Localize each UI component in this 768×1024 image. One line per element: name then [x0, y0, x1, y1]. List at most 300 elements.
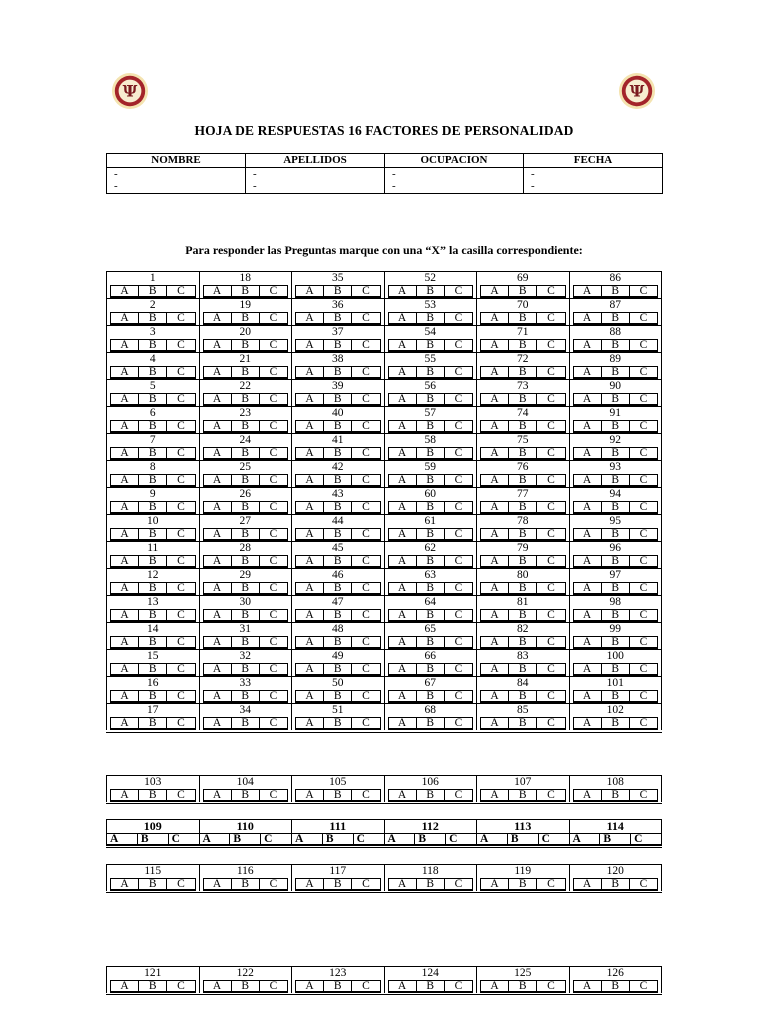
option-box-b[interactable]: B — [139, 790, 167, 800]
option-box-a[interactable]: A — [574, 981, 602, 991]
option-box-c[interactable]: C — [362, 447, 370, 459]
option-box-b[interactable]: B — [232, 313, 260, 323]
option-box-a[interactable]: A — [296, 394, 324, 404]
option-box-c[interactable]: C — [362, 339, 370, 351]
option-box-c[interactable]: C — [547, 312, 555, 324]
option-box-b[interactable]: B — [232, 529, 260, 539]
option-box-c[interactable]: C — [454, 501, 463, 513]
option-box-c[interactable]: C — [639, 339, 648, 351]
option-box-b[interactable]: B — [139, 981, 167, 991]
fecha-field[interactable]: - - — [531, 168, 535, 192]
option-box-b[interactable]: B — [232, 718, 260, 728]
option-box-c[interactable]: C — [547, 789, 555, 801]
option-box-c[interactable]: C — [362, 663, 370, 675]
option-box-a[interactable]: A — [296, 448, 324, 458]
option-box-a[interactable]: A — [111, 421, 139, 431]
option-box-b[interactable]: B — [324, 664, 352, 674]
option-box-b[interactable]: B — [232, 610, 260, 620]
option-box-c[interactable]: C — [547, 609, 555, 621]
option-box-c[interactable]: C — [639, 636, 648, 648]
option-box-a[interactable]: A — [574, 421, 602, 431]
option-box-c[interactable]: C — [269, 690, 278, 702]
option-box-a[interactable]: A — [574, 340, 602, 350]
option-box-a[interactable]: A — [111, 394, 139, 404]
option-box-a[interactable]: A — [574, 610, 602, 620]
option-box-a[interactable]: A — [296, 610, 324, 620]
option-box-c[interactable]: C — [454, 393, 463, 405]
option-box-b[interactable]: B — [509, 475, 537, 485]
option-box-b[interactable]: B — [417, 286, 445, 296]
option-box-c[interactable]: C — [547, 420, 555, 432]
option-box-c[interactable]: C — [269, 636, 278, 648]
option-box-c[interactable]: C — [454, 690, 463, 702]
option-box-a[interactable]: A — [389, 394, 417, 404]
option-box-a[interactable]: A — [204, 610, 232, 620]
option-box-a[interactable]: A — [296, 790, 324, 800]
option-box-c[interactable]: C — [454, 717, 463, 729]
option-box-c[interactable]: C — [177, 501, 185, 513]
option-box-c[interactable]: C — [454, 528, 463, 540]
option-box-a[interactable]: A — [481, 367, 509, 377]
option-box-c[interactable]: C — [177, 528, 185, 540]
option-box-a[interactable]: A — [389, 664, 417, 674]
option-box-a[interactable]: A — [574, 583, 602, 593]
option-box-c[interactable]: C — [269, 339, 278, 351]
option-box-a[interactable]: A — [204, 313, 232, 323]
option-box-c[interactable]: C — [171, 833, 180, 845]
option-box-b[interactable]: B — [509, 529, 537, 539]
option-box-c[interactable]: C — [177, 447, 185, 459]
option-box-c[interactable]: C — [362, 690, 370, 702]
option-box-c[interactable]: C — [362, 420, 370, 432]
option-box-a[interactable]: A — [111, 981, 139, 991]
option-box-b[interactable]: B — [324, 981, 352, 991]
option-box-b[interactable]: B — [324, 502, 352, 512]
option-box-a[interactable]: A — [204, 340, 232, 350]
option-box-a[interactable]: A — [111, 286, 139, 296]
option-box-b[interactable]: B — [509, 879, 537, 889]
option-box-a[interactable]: A — [296, 981, 324, 991]
option-box-b[interactable]: B — [232, 583, 260, 593]
option-box-b[interactable]: B — [508, 834, 539, 844]
option-box-b[interactable]: B — [324, 790, 352, 800]
option-box-b[interactable]: B — [509, 448, 537, 458]
option-box-a[interactable]: A — [204, 367, 232, 377]
option-box-b[interactable]: B — [232, 790, 260, 800]
option-box-c[interactable]: C — [639, 609, 648, 621]
option-box-b[interactable]: B — [509, 367, 537, 377]
option-box-c[interactable]: C — [639, 312, 648, 324]
option-box-b[interactable]: B — [602, 286, 630, 296]
option-box-b[interactable]: B — [139, 502, 167, 512]
option-box-c[interactable]: C — [356, 833, 365, 845]
option-box-b[interactable]: B — [602, 394, 630, 404]
option-box-b[interactable]: B — [417, 394, 445, 404]
option-box-b[interactable]: B — [324, 394, 352, 404]
option-box-a[interactable]: A — [389, 718, 417, 728]
option-box-b[interactable]: B — [323, 834, 354, 844]
option-box-a[interactable]: A — [389, 529, 417, 539]
option-box-b[interactable]: B — [417, 583, 445, 593]
option-box-c[interactable]: C — [547, 339, 555, 351]
option-box-a[interactable]: A — [111, 367, 139, 377]
option-box-a[interactable]: A — [389, 313, 417, 323]
option-box-a[interactable]: A — [481, 313, 509, 323]
option-box-c[interactable]: C — [177, 393, 185, 405]
option-box-c[interactable]: C — [454, 555, 463, 567]
option-box-b[interactable]: B — [139, 529, 167, 539]
option-box-a[interactable]: A — [389, 340, 417, 350]
option-box-b[interactable]: B — [602, 340, 630, 350]
option-box-a[interactable]: A — [296, 664, 324, 674]
option-box-c[interactable]: C — [639, 717, 648, 729]
option-box-a[interactable]: A — [204, 529, 232, 539]
option-box-b[interactable]: B — [232, 448, 260, 458]
option-box-c[interactable]: C — [639, 663, 648, 675]
option-box-a[interactable]: A — [296, 637, 324, 647]
option-box-c[interactable]: C — [362, 878, 370, 890]
option-box-a[interactable]: A — [204, 475, 232, 485]
option-box-b[interactable]: B — [324, 691, 352, 701]
option-box-a[interactable]: A — [574, 286, 602, 296]
option-box-b[interactable]: B — [232, 879, 260, 889]
option-box-c[interactable]: C — [177, 878, 185, 890]
option-box-c[interactable]: C — [362, 555, 370, 567]
option-box-c[interactable]: C — [269, 878, 278, 890]
option-box-b[interactable]: B — [417, 981, 445, 991]
option-box-a[interactable]: A — [204, 718, 232, 728]
option-box-c[interactable]: C — [547, 555, 555, 567]
option-box-c[interactable]: C — [547, 528, 555, 540]
option-box-c[interactable]: C — [449, 833, 458, 845]
option-box-c[interactable]: C — [547, 474, 555, 486]
option-box-a[interactable]: A — [389, 556, 417, 566]
option-box-b[interactable]: B — [509, 286, 537, 296]
option-box-a[interactable]: A — [481, 691, 509, 701]
option-box-b[interactable]: B — [509, 981, 537, 991]
option-box-b[interactable]: B — [417, 367, 445, 377]
option-box-c[interactable]: C — [362, 636, 370, 648]
option-box-c[interactable]: C — [639, 393, 648, 405]
option-box-c[interactable]: C — [639, 582, 648, 594]
option-box-b[interactable]: B — [415, 834, 446, 844]
option-box-c[interactable]: C — [269, 663, 278, 675]
option-box-a[interactable]: A — [574, 790, 602, 800]
option-box-b[interactable]: B — [602, 981, 630, 991]
option-box-c[interactable]: C — [454, 339, 463, 351]
option-box-a[interactable]: A — [111, 529, 139, 539]
option-box-c[interactable]: C — [362, 980, 370, 992]
option-box-b[interactable]: B — [139, 637, 167, 647]
option-box-b[interactable]: B — [509, 790, 537, 800]
option-box-a[interactable]: A — [574, 313, 602, 323]
option-box-b[interactable]: B — [602, 610, 630, 620]
option-box-b[interactable]: B — [602, 367, 630, 377]
option-box-c[interactable]: C — [362, 789, 370, 801]
option-box-a[interactable]: A — [481, 556, 509, 566]
option-box-b[interactable]: B — [509, 691, 537, 701]
option-box-b[interactable]: B — [417, 475, 445, 485]
option-box-b[interactable]: B — [324, 367, 352, 377]
option-box-a[interactable]: A — [574, 556, 602, 566]
option-box-a[interactable]: A — [389, 475, 417, 485]
option-box-b[interactable]: B — [324, 448, 352, 458]
option-box-a[interactable]: A — [477, 834, 508, 844]
apellidos-field[interactable]: - - — [246, 168, 385, 194]
option-box-c[interactable]: C — [177, 555, 185, 567]
option-box-a[interactable]: A — [111, 556, 139, 566]
option-box-b[interactable]: B — [324, 529, 352, 539]
option-box-a[interactable]: A — [481, 718, 509, 728]
option-box-c[interactable]: C — [264, 833, 273, 845]
option-box-b[interactable]: B — [324, 286, 352, 296]
option-box-c[interactable]: C — [639, 366, 648, 378]
option-box-c[interactable]: C — [362, 528, 370, 540]
option-box-b[interactable]: B — [324, 718, 352, 728]
option-box-a[interactable]: A — [389, 421, 417, 431]
option-box-b[interactable]: B — [509, 583, 537, 593]
option-box-a[interactable]: A — [296, 691, 324, 701]
option-box-c[interactable]: C — [269, 717, 278, 729]
option-box-c[interactable]: C — [269, 501, 278, 513]
option-box-c[interactable]: C — [547, 285, 555, 297]
option-box-b[interactable]: B — [232, 367, 260, 377]
option-box-c[interactable]: C — [177, 285, 185, 297]
option-box-b[interactable]: B — [232, 691, 260, 701]
option-box-b[interactable]: B — [417, 664, 445, 674]
option-box-a[interactable]: A — [111, 691, 139, 701]
option-box-b[interactable]: B — [417, 421, 445, 431]
option-box-b[interactable]: B — [509, 718, 537, 728]
option-box-c[interactable]: C — [547, 447, 555, 459]
option-box-b[interactable]: B — [139, 664, 167, 674]
option-box-a[interactable]: A — [200, 834, 231, 844]
option-box-c[interactable]: C — [177, 663, 185, 675]
option-box-c[interactable]: C — [547, 501, 555, 513]
option-box-c[interactable]: C — [177, 366, 185, 378]
option-box-a[interactable]: A — [385, 834, 416, 844]
ocupacion-field[interactable]: - - — [385, 168, 524, 194]
option-box-a[interactable]: A — [574, 718, 602, 728]
option-box-c[interactable]: C — [454, 285, 463, 297]
option-box-c[interactable]: C — [269, 447, 278, 459]
option-box-b[interactable]: B — [232, 286, 260, 296]
option-box-b[interactable]: B — [139, 394, 167, 404]
option-box-b[interactable]: B — [232, 475, 260, 485]
option-box-b[interactable]: B — [417, 790, 445, 800]
option-box-b[interactable]: B — [417, 718, 445, 728]
option-box-c[interactable]: C — [454, 980, 463, 992]
option-box-a[interactable]: A — [296, 583, 324, 593]
option-box-b[interactable]: B — [602, 421, 630, 431]
option-box-a[interactable]: A — [481, 502, 509, 512]
option-box-a[interactable]: A — [296, 340, 324, 350]
option-box-b[interactable]: B — [139, 718, 167, 728]
option-box-c[interactable]: C — [269, 474, 278, 486]
option-box-a[interactable]: A — [481, 637, 509, 647]
option-box-b[interactable]: B — [602, 475, 630, 485]
option-box-b[interactable]: B — [139, 475, 167, 485]
option-box-c[interactable]: C — [362, 609, 370, 621]
option-box-a[interactable]: A — [296, 313, 324, 323]
option-box-b[interactable]: B — [324, 879, 352, 889]
option-box-a[interactable]: A — [107, 834, 138, 844]
option-box-a[interactable]: A — [389, 448, 417, 458]
option-box-b[interactable]: B — [324, 475, 352, 485]
option-box-a[interactable]: A — [574, 664, 602, 674]
option-box-c[interactable]: C — [454, 366, 463, 378]
option-box-c[interactable]: C — [454, 878, 463, 890]
option-box-c[interactable]: C — [639, 878, 648, 890]
option-box-c[interactable]: C — [269, 285, 278, 297]
option-box-c[interactable]: C — [177, 582, 185, 594]
option-box-a[interactable]: A — [111, 664, 139, 674]
option-box-a[interactable]: A — [296, 879, 324, 889]
option-box-a[interactable]: A — [111, 637, 139, 647]
option-box-a[interactable]: A — [481, 340, 509, 350]
option-box-a[interactable]: A — [204, 691, 232, 701]
option-box-b[interactable]: B — [602, 879, 630, 889]
option-box-c[interactable]: C — [362, 501, 370, 513]
option-box-c[interactable]: C — [547, 717, 555, 729]
option-box-b[interactable]: B — [232, 340, 260, 350]
option-box-b[interactable]: B — [324, 313, 352, 323]
option-box-a[interactable]: A — [481, 475, 509, 485]
option-box-a[interactable]: A — [481, 448, 509, 458]
option-box-c[interactable]: C — [269, 789, 278, 801]
option-box-b[interactable]: B — [324, 421, 352, 431]
option-box-c[interactable]: C — [454, 609, 463, 621]
option-box-c[interactable]: C — [362, 474, 370, 486]
option-box-b[interactable]: B — [139, 583, 167, 593]
option-box-b[interactable]: B — [232, 981, 260, 991]
option-box-a[interactable]: A — [296, 286, 324, 296]
option-box-b[interactable]: B — [139, 448, 167, 458]
option-box-b[interactable]: B — [417, 879, 445, 889]
option-box-c[interactable]: C — [177, 339, 185, 351]
nombre-field[interactable]: - - — [107, 168, 246, 194]
option-box-c[interactable]: C — [177, 690, 185, 702]
option-box-a[interactable]: A — [389, 583, 417, 593]
option-box-b[interactable]: B — [138, 834, 169, 844]
option-box-a[interactable]: A — [111, 340, 139, 350]
option-box-a[interactable]: A — [574, 448, 602, 458]
option-box-c[interactable]: C — [454, 663, 463, 675]
option-box-a[interactable]: A — [296, 502, 324, 512]
option-box-c[interactable]: C — [269, 980, 278, 992]
option-box-c[interactable]: C — [177, 636, 185, 648]
option-box-a[interactable]: A — [204, 421, 232, 431]
option-box-b[interactable]: B — [232, 421, 260, 431]
option-box-b[interactable]: B — [602, 664, 630, 674]
option-box-a[interactable]: A — [204, 664, 232, 674]
option-box-a[interactable]: A — [481, 879, 509, 889]
option-box-a[interactable]: A — [111, 583, 139, 593]
option-box-c[interactable]: C — [454, 420, 463, 432]
option-box-b[interactable]: B — [139, 610, 167, 620]
option-box-c[interactable]: C — [639, 420, 648, 432]
option-box-c[interactable]: C — [269, 555, 278, 567]
option-box-a[interactable]: A — [574, 637, 602, 647]
option-box-b[interactable]: B — [324, 637, 352, 647]
option-box-b[interactable]: B — [602, 637, 630, 647]
option-box-a[interactable]: A — [389, 502, 417, 512]
option-box-c[interactable]: C — [541, 833, 550, 845]
option-box-a[interactable]: A — [389, 637, 417, 647]
option-box-a[interactable]: A — [389, 981, 417, 991]
option-box-b[interactable]: B — [602, 556, 630, 566]
option-box-b[interactable]: B — [417, 610, 445, 620]
option-box-a[interactable]: A — [204, 790, 232, 800]
option-box-c[interactable]: C — [269, 609, 278, 621]
option-box-a[interactable]: A — [389, 879, 417, 889]
option-box-b[interactable]: B — [509, 664, 537, 674]
option-box-c[interactable]: C — [454, 582, 463, 594]
option-box-c[interactable]: C — [639, 501, 648, 513]
option-box-b[interactable]: B — [324, 340, 352, 350]
option-box-a[interactable]: A — [204, 981, 232, 991]
option-box-a[interactable]: A — [204, 556, 232, 566]
option-box-a[interactable]: A — [204, 286, 232, 296]
option-box-c[interactable]: C — [639, 789, 648, 801]
option-box-b[interactable]: B — [602, 502, 630, 512]
option-box-c[interactable]: C — [454, 474, 463, 486]
option-box-b[interactable]: B — [139, 556, 167, 566]
option-box-c[interactable]: C — [454, 636, 463, 648]
option-box-b[interactable]: B — [602, 583, 630, 593]
option-box-c[interactable]: C — [634, 833, 643, 845]
option-box-a[interactable]: A — [111, 879, 139, 889]
option-box-a[interactable]: A — [204, 637, 232, 647]
option-box-c[interactable]: C — [639, 528, 648, 540]
option-box-b[interactable]: B — [509, 394, 537, 404]
option-box-b[interactable]: B — [417, 340, 445, 350]
option-box-c[interactable]: C — [362, 717, 370, 729]
option-box-c[interactable]: C — [269, 582, 278, 594]
option-box-a[interactable]: A — [481, 664, 509, 674]
option-box-c[interactable]: C — [177, 609, 185, 621]
option-box-a[interactable]: A — [204, 879, 232, 889]
option-box-a[interactable]: A — [574, 879, 602, 889]
option-box-b[interactable]: B — [509, 556, 537, 566]
option-box-a[interactable]: A — [296, 475, 324, 485]
option-box-a[interactable]: A — [204, 448, 232, 458]
option-box-b[interactable]: B — [232, 502, 260, 512]
option-box-a[interactable]: A — [111, 790, 139, 800]
option-box-b[interactable]: B — [139, 286, 167, 296]
option-box-c[interactable]: C — [269, 312, 278, 324]
option-box-a[interactable]: A — [204, 394, 232, 404]
option-box-a[interactable]: A — [296, 556, 324, 566]
option-box-b[interactable]: B — [324, 583, 352, 593]
option-box-a[interactable]: A — [111, 718, 139, 728]
option-box-b[interactable]: B — [324, 610, 352, 620]
option-box-b[interactable]: B — [417, 691, 445, 701]
option-box-b[interactable]: B — [417, 313, 445, 323]
option-box-a[interactable]: A — [481, 529, 509, 539]
option-box-a[interactable]: A — [481, 583, 509, 593]
option-box-a[interactable]: A — [292, 834, 323, 844]
option-box-a[interactable]: A — [296, 718, 324, 728]
option-box-b[interactable]: B — [232, 664, 260, 674]
option-box-b[interactable]: B — [139, 340, 167, 350]
option-box-c[interactable]: C — [639, 555, 648, 567]
option-box-c[interactable]: C — [362, 582, 370, 594]
option-box-b[interactable]: B — [139, 313, 167, 323]
option-box-c[interactable]: C — [454, 312, 463, 324]
option-box-c[interactable]: C — [177, 717, 185, 729]
option-box-a[interactable]: A — [574, 394, 602, 404]
